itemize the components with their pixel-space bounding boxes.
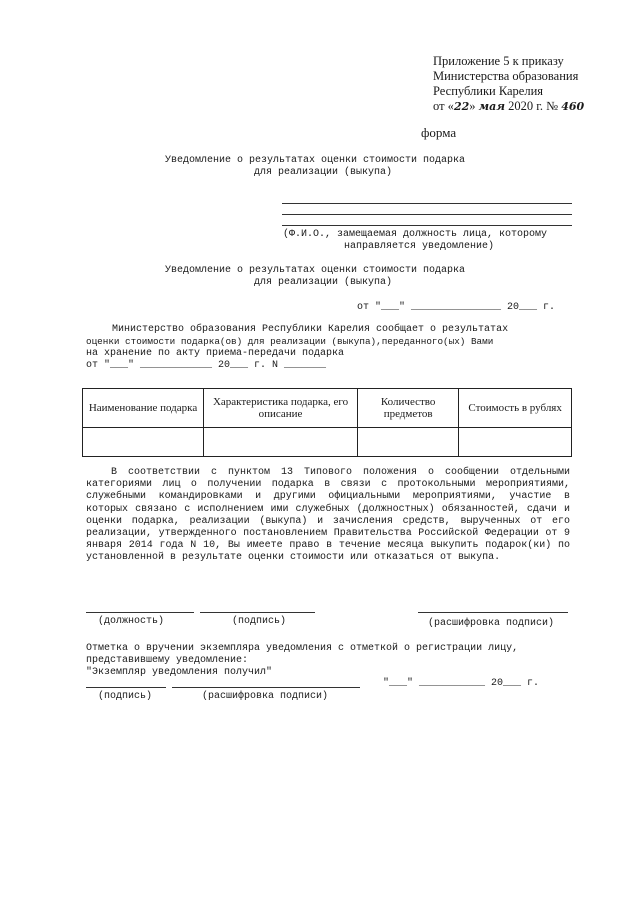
receipt-note-line-1: Отметка о вручении экземпляра уведомления с отметкой о регистрации лицу,	[86, 643, 519, 654]
approval-line-2: Министерства образования	[433, 69, 579, 83]
receipt-date-line: "___" ___________ 20___ г.	[383, 678, 540, 689]
notice-date-line: от "___" _______________ 20___ г.	[357, 302, 556, 313]
body-text: В соответствии с пунктом 13 Типового положения о сообщении отдельными категориями лиц о получении подарка в связи с протокольными мероприятиями, служебными командировками и другими официальными мероприятиями, участие в которых связано с исполнением ими служебных (должностных) обязанностей, сдачи и оценки подарка, реализации (выкупа) и зачисления средств, вырученных от его реализации, утвержденного постановлением Правительства Российской Федерации от 9 января 2014 года N 10, Вы имеете право в течение месяца выкупить подарок(ки) по установленной в результате оценки стоимости или отказаться от выкупа.	[86, 467, 570, 564]
recipient-line-1	[282, 203, 572, 204]
intro-line-3: на хранение по акту приема-передачи подарка	[86, 348, 345, 359]
header-quantity: Количество предметов	[358, 389, 459, 428]
receipt-decoding-caption: (расшифровка подписи)	[202, 691, 329, 702]
receipt-note-line-2: представившему уведомление:	[86, 655, 249, 666]
intro-line-2: оценки стоимости подарка(ов) для реализации (выкупа),переданного(ых) Вами	[86, 336, 494, 347]
position-caption: (должность)	[98, 616, 165, 627]
recipient-line-3	[282, 225, 572, 226]
recipient-caption-line-1: (Ф.И.О., замещаемая должность лица, которому	[283, 229, 548, 240]
title2-line-2: для реализации (выкупа)	[254, 277, 393, 288]
recipient-line-2	[282, 214, 572, 215]
decoding-caption: (расшифровка подписи)	[428, 618, 555, 629]
receipt-signature-line	[86, 687, 166, 688]
approval-line-3: Республики Карелия	[433, 84, 544, 98]
position-line	[86, 612, 194, 613]
handwritten-month: мая	[478, 100, 505, 113]
intro-line-4: от "___" ____________ 20___ г. N _______	[86, 360, 327, 371]
signature-line	[200, 612, 315, 613]
approval-block	[433, 54, 584, 114]
table-row	[83, 428, 572, 457]
form-label: форма	[421, 125, 457, 140]
handwritten-number: 460	[561, 100, 585, 113]
header-title-line-1: Уведомление о результатах оценки стоимости подарка	[165, 155, 466, 166]
cell-gift-name	[83, 428, 204, 457]
signature-caption: (подпись)	[232, 616, 287, 627]
receipt-quote: "Экземпляр уведомления получил"	[86, 667, 273, 678]
intro-line-1: Министерство образования Республики Карелия сообщает о результатах	[112, 324, 509, 335]
handwritten-day: 22	[453, 100, 470, 113]
cell-gift-description	[204, 428, 358, 457]
header-gift-description: Характеристика подарка, его описание	[204, 389, 358, 428]
receipt-signature-caption: (подпись)	[98, 691, 153, 702]
header-gift-name: Наименование подарка	[83, 389, 204, 428]
header-cost: Стоимость в рублях	[459, 389, 572, 428]
approval-line-1: Приложение 5 к приказу	[433, 54, 564, 68]
decoding-line	[418, 612, 568, 613]
table-header-row	[83, 389, 572, 428]
recipient-caption-line-2: направляется уведомление)	[344, 241, 495, 252]
title2-line-1: Уведомление о результатах оценки стоимости подарка	[165, 265, 466, 276]
cell-cost	[459, 428, 572, 457]
body-paragraph	[86, 467, 570, 565]
cell-quantity	[358, 428, 459, 457]
approval-line-4: от «22» мая 2020 г. № 460	[433, 99, 585, 113]
gift-valuation-table	[82, 388, 572, 457]
header-title-line-2: для реализации (выкупа)	[254, 167, 393, 178]
receipt-decoding-line	[172, 687, 360, 688]
